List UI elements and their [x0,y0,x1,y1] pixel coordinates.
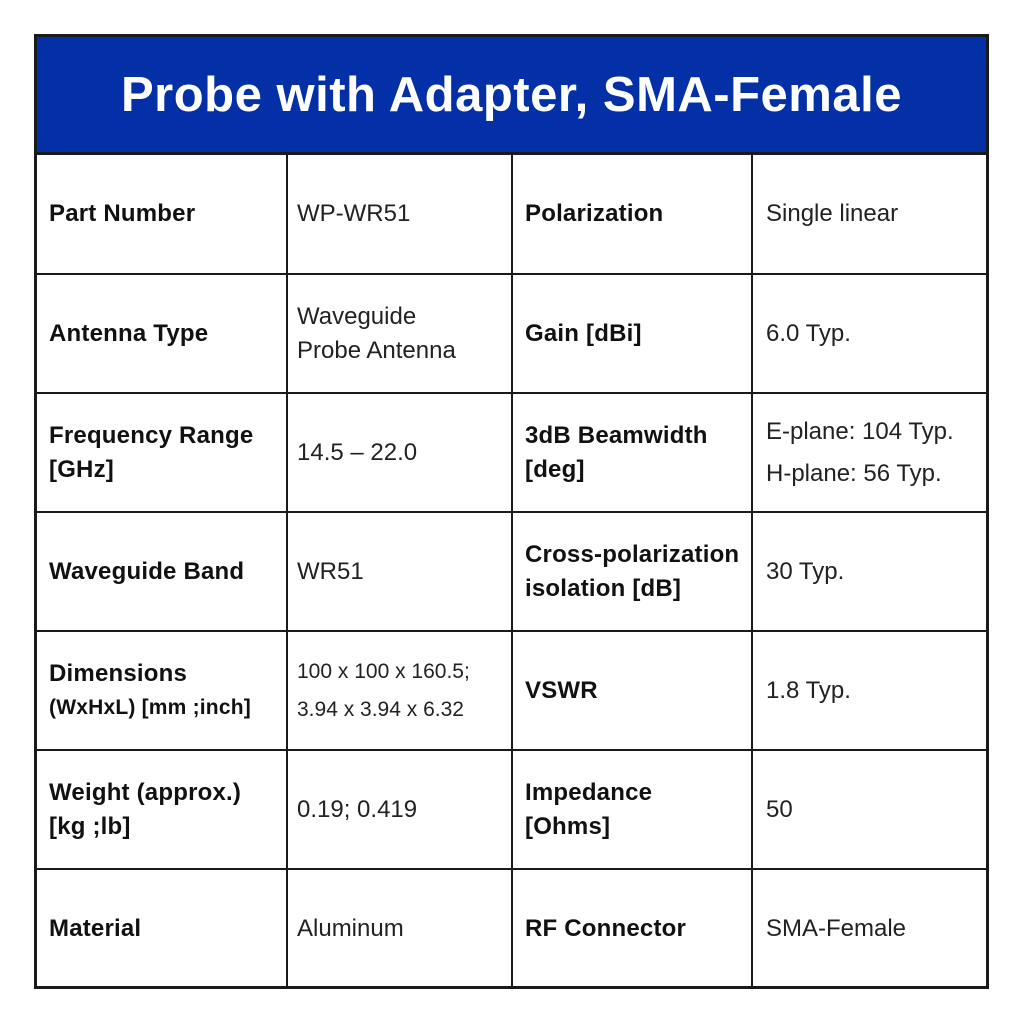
spec-value: 1.8 Typ. [752,631,986,750]
spec-value: Waveguide Probe Antenna [287,274,512,393]
table-row [37,155,986,274]
spec-value: WR51 [287,512,512,631]
spec-label: Waveguide Band [37,512,287,631]
spec-label: Frequency Range [GHz] [37,393,287,512]
spec-label: Weight (approx.) [kg ;lb] [37,750,287,869]
spec-label: 3dB Beamwidth [deg] [512,393,752,512]
spec-sheet [34,34,989,989]
spec-label: Polarization [512,155,752,274]
spec-label: Part Number [37,155,287,274]
page-title: Probe with Adapter, SMA-Female [121,67,902,122]
spec-label: RF Connector [512,869,752,988]
spec-label: Cross-polarization isolation [dB] [512,512,752,631]
spec-value: Single linear [752,155,986,274]
spec-value: 0.19; 0.419 [287,750,512,869]
spec-label: Material [37,869,287,988]
spec-label: Gain [dBi] [512,274,752,393]
spec-value: WP-WR51 [287,155,512,274]
spec-value: 50 [752,750,986,869]
spec-label: VSWR [512,631,752,750]
title-bar [37,37,986,155]
spec-value: 30 Typ. [752,512,986,631]
table-row [37,274,986,393]
spec-value: 14.5 – 22.0 [287,393,512,512]
table-row [37,631,986,750]
table-row [37,512,986,631]
spec-value: 6.0 Typ. [752,274,986,393]
spec-label: Dimensions (WxHxL) [mm ;inch] [37,631,287,750]
spec-label: Impedance [Ohms] [512,750,752,869]
spec-value: SMA-Female [766,915,907,942]
spec-value: E-plane: 104 Typ. H-plane: 56 Typ. [752,393,986,512]
table-row [37,750,986,869]
spec-label: Antenna Type [37,274,287,393]
spec-table [37,155,986,988]
table-row [37,869,986,988]
table-row [37,393,986,512]
spec-value: 100 x 100 x 160.5; 3.94 x 3.94 x 6.32 [287,631,512,750]
spec-value: Aluminum [287,869,512,988]
